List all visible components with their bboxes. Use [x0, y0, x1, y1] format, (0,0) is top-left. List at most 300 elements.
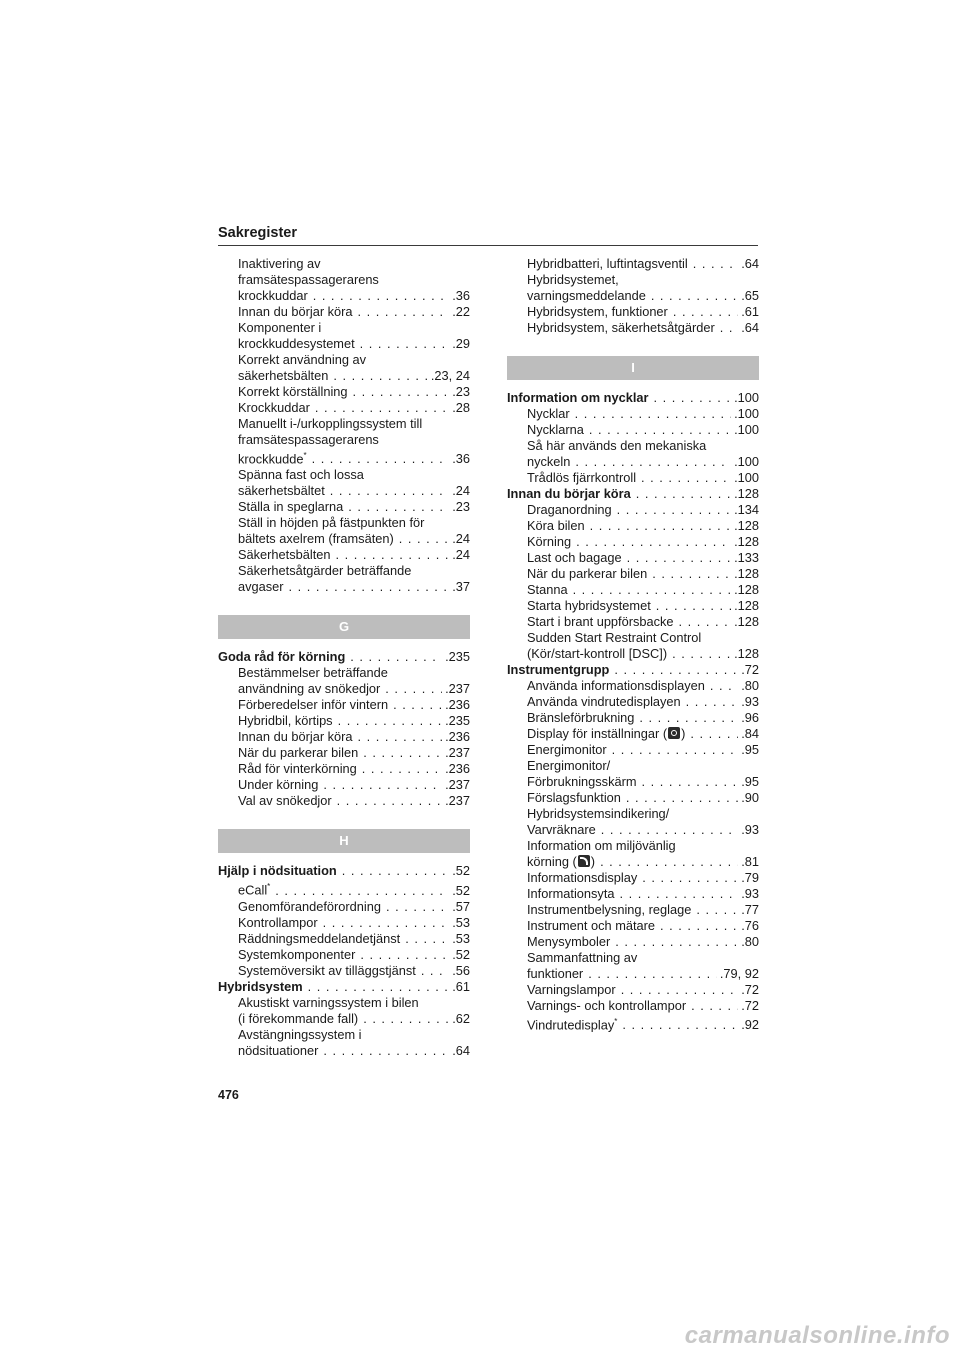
entry-term-text: Menysymboler [527, 934, 611, 949]
entry-term-text: Innan du börjar köra [507, 486, 631, 501]
page-reference: .79, 92 [719, 966, 759, 981]
entry-line: Bestämmelser beträffande [238, 665, 388, 681]
index-entry [507, 758, 759, 790]
entry-final-line [238, 947, 470, 963]
page-reference: .61 [741, 304, 759, 319]
page-reference: .64 [452, 1042, 470, 1058]
entry-term-text: Korrekt körställning [238, 384, 348, 399]
entry-final-line [527, 710, 759, 726]
index-entry [218, 665, 470, 697]
entry-final-line [527, 550, 759, 566]
footnote-marker: * [267, 882, 271, 892]
entry-term-text: Last och bagage [527, 550, 622, 565]
entry-term-text: När du parkerar bilen [238, 745, 359, 761]
page-reference: .96 [741, 710, 759, 725]
entry-term [527, 710, 634, 726]
entry-final-line [527, 256, 759, 272]
index-entry [507, 566, 759, 582]
index-entry [507, 790, 759, 806]
page-reference: .23 [452, 499, 470, 515]
entry-term-text: Säkerhetsbälten [238, 547, 331, 563]
entry-term [238, 1011, 358, 1027]
entry-final-line [527, 886, 759, 902]
entry-term [527, 822, 596, 838]
entry-final-line [238, 1043, 470, 1059]
entry-term [527, 550, 622, 566]
entry-final-line [527, 822, 759, 838]
dot-leader [421, 963, 449, 979]
entry-final-line [527, 304, 759, 320]
page-reference: .95 [741, 742, 759, 757]
index-main-entry [218, 863, 470, 879]
entry-final-line [238, 547, 470, 563]
entry-term [527, 918, 655, 934]
entry-final-line [238, 931, 470, 947]
entry-term-text: Under körning [238, 777, 319, 793]
dot-leader [686, 694, 739, 710]
page-reference: .72 [741, 662, 759, 677]
dot-leader [308, 979, 450, 995]
index-entry [507, 406, 759, 422]
entry-final-line [238, 1011, 470, 1027]
dot-leader [693, 256, 738, 272]
entry-final-line [527, 678, 759, 694]
dot-leader [315, 400, 449, 416]
page-reference: .235 [445, 649, 470, 665]
entry-final-line [527, 918, 759, 934]
entry-term [507, 486, 631, 502]
entry-term [527, 854, 595, 870]
dot-leader [350, 649, 442, 665]
dot-leader [363, 1011, 449, 1027]
dot-leader [323, 915, 450, 931]
entry-final-line [527, 1014, 759, 1033]
entry-line: Inaktivering av [238, 256, 321, 271]
entry-term [238, 713, 333, 729]
entry-term [238, 288, 308, 304]
entry-term-text: Krockkuddar [238, 400, 310, 415]
entry-term-text: bältets axelrem (framsäten) [238, 531, 394, 547]
entry-final-line [527, 454, 759, 470]
entry-term [238, 448, 307, 467]
entry-term-text: funktioner [527, 966, 584, 981]
dot-leader [358, 304, 450, 320]
index-entry [507, 886, 759, 902]
page-reference: .76 [741, 918, 759, 933]
entry-final-line [527, 502, 759, 518]
entry-term-text: Val av snökedjor [238, 793, 332, 809]
page-reference: .100 [734, 406, 759, 421]
index-entry [218, 729, 470, 745]
dot-leader [393, 697, 442, 713]
entry-term [527, 998, 686, 1014]
entry-term-text: säkerhetsbältet [238, 483, 325, 499]
dot-leader [275, 883, 449, 899]
entry-term-text: (Kör/start-kontroll [DSC]) [527, 646, 668, 661]
entry-final-line [527, 854, 759, 870]
entry-final-line [527, 934, 759, 950]
entry-term [238, 879, 270, 898]
entry-term-text: Starta hybridsystemet [527, 598, 651, 613]
watermark: carmanualsonline.info [684, 1322, 950, 1349]
entry-line: Manuellt i-/urkopplingssystem till [238, 416, 423, 431]
entry-final-line [527, 582, 759, 598]
dot-leader [330, 483, 449, 499]
dot-leader [573, 582, 732, 598]
entry-term [507, 390, 649, 406]
index-entry [218, 400, 470, 416]
dot-leader [696, 902, 738, 918]
dot-leader [622, 1017, 738, 1033]
index-entry [218, 467, 470, 499]
page-title: Sakregister [218, 225, 297, 241]
entry-term-text: Trådlös fjärrkontroll [527, 470, 637, 485]
dot-leader [348, 499, 449, 515]
entry-term [238, 793, 332, 809]
index-entry [218, 931, 470, 947]
entry-term [527, 288, 646, 304]
entry-term [238, 761, 357, 777]
entry-term-suffix: ) [681, 726, 686, 741]
index-column-left [218, 256, 470, 1059]
page-reference: .93 [741, 886, 759, 901]
section-letter-g: G [218, 615, 470, 639]
entry-final-line [527, 790, 759, 806]
entry-final-line [238, 697, 470, 713]
entry-final-line [527, 320, 759, 336]
entry-term-text: nyckeln [527, 454, 571, 469]
entry-line: Säkerhetsåtgärder beträffande [238, 563, 412, 579]
entry-term-text: Systemöversikt av tilläggstjänst [238, 962, 416, 978]
index-entry [218, 697, 470, 713]
index-entry [218, 745, 470, 761]
entry-term [218, 979, 303, 995]
entry-term-text: Instrument och mätare [527, 918, 656, 933]
entry-term [238, 681, 380, 697]
index-entry [507, 438, 759, 470]
dot-leader [621, 982, 739, 998]
entry-final-line [238, 915, 470, 931]
entry-line: Hybridsystemsindikering/ [527, 806, 670, 821]
entry-term-text: Energimonitor [527, 742, 607, 757]
entry-line: Spänna fast och lossa [238, 467, 364, 483]
page-reference: .237 [445, 681, 470, 697]
index-entry [507, 582, 759, 598]
dot-leader [642, 774, 739, 790]
page-reference: .64 [741, 320, 759, 335]
dot-leader [617, 502, 731, 518]
entry-term [527, 982, 616, 998]
dot-leader [313, 288, 450, 304]
dot-leader [575, 454, 731, 470]
entry-term [527, 534, 571, 550]
entry-final-line [238, 288, 470, 304]
entry-term-text: Display för inställningar ( [527, 726, 668, 741]
entry-final-line [238, 899, 470, 915]
index-entry [218, 713, 470, 729]
index-main-entry [507, 390, 759, 406]
entry-term-text: Köra bilen [527, 518, 585, 533]
entry-term-text: eCall [238, 882, 268, 898]
entry-term-text: Hybridbil, körtips [238, 713, 333, 729]
index-entry [507, 422, 759, 438]
entry-final-line [218, 649, 470, 665]
footnote-marker: * [614, 1017, 618, 1026]
entry-term [527, 790, 621, 806]
index-entry [507, 256, 759, 272]
index-entry [507, 534, 759, 550]
entry-line: Komponenter i [238, 320, 322, 335]
page-reference: .100 [734, 470, 759, 485]
entry-final-line [238, 368, 470, 384]
index-entry [218, 761, 470, 777]
index-column-right [507, 256, 759, 1033]
entry-term [527, 470, 636, 486]
page-reference: .90 [741, 790, 759, 805]
entry-term [527, 256, 688, 272]
entry-term [527, 902, 691, 918]
entry-term-text: nödsituationer [238, 1042, 319, 1058]
dot-leader [386, 899, 449, 915]
index-entry [218, 499, 470, 515]
entry-term [527, 304, 668, 320]
dot-leader [338, 713, 442, 729]
entry-final-line [507, 662, 759, 678]
page-reference: .235 [445, 713, 470, 729]
page-reference: .77 [741, 902, 759, 917]
page-reference: .80 [741, 678, 759, 693]
entry-final-line [527, 870, 759, 886]
page-reference: .24 [452, 483, 470, 499]
index-entry [507, 726, 759, 742]
index-entry [507, 950, 759, 982]
entry-final-line [238, 777, 470, 793]
entry-term-text: Förslagsfunktion [527, 790, 621, 805]
index-entry [507, 934, 759, 950]
page-reference: .92 [741, 1017, 759, 1033]
page-reference: .93 [741, 822, 759, 837]
index-entry [507, 870, 759, 886]
entry-term [527, 454, 570, 470]
entry-final-line [527, 726, 759, 742]
dot-leader [312, 451, 450, 467]
index-entry [507, 1014, 759, 1033]
entry-line: Akustiskt varningssystem i bilen [238, 994, 419, 1010]
index-entry [218, 416, 470, 467]
page-reference: .128 [734, 598, 759, 613]
dot-leader [691, 998, 738, 1014]
page-reference: .128 [734, 518, 759, 533]
entry-final-line [527, 566, 759, 582]
index-entry [507, 304, 759, 320]
entry-term-text: varningsmeddelande [527, 288, 646, 303]
entry-final-line [238, 384, 470, 400]
entry-final-line [238, 531, 470, 547]
entry-term [238, 777, 318, 793]
page-reference: .236 [445, 697, 470, 713]
entry-term [238, 915, 318, 931]
entry-term-text: Informationsdisplay [527, 870, 638, 885]
entry-term-text: Hybridbatteri, luftintagsventil [527, 256, 688, 271]
index-entry [507, 982, 759, 998]
dot-leader [590, 518, 731, 534]
entry-term [527, 646, 667, 662]
page-reference: .237 [445, 793, 470, 809]
page-reference: .236 [445, 729, 470, 745]
entry-final-line [238, 713, 470, 729]
entry-term [238, 400, 310, 416]
entry-final-line [218, 979, 470, 995]
dot-leader [337, 793, 442, 809]
entry-final-line [238, 681, 470, 697]
page-reference: .100 [734, 422, 759, 437]
page-reference: .133 [734, 550, 759, 565]
page-header [218, 224, 758, 246]
dot-leader [672, 646, 731, 662]
entry-term-text: Hjälp i nödsituation [218, 863, 337, 879]
page-reference: .128 [734, 486, 759, 501]
index-entry [218, 304, 470, 320]
index-entry [507, 694, 759, 710]
entry-term-text: Genomförandeförordning [238, 898, 381, 914]
entry-line: framsätespassagerarens [238, 272, 379, 287]
entry-final-line [238, 879, 470, 898]
entry-term [527, 422, 584, 438]
section-letter-h: H [218, 829, 470, 853]
entry-term [527, 870, 637, 886]
entry-term-text: Råd för vinterkörning [238, 761, 357, 777]
entry-final-line [238, 336, 470, 352]
dot-leader [720, 320, 738, 336]
dot-leader [589, 422, 731, 438]
entry-final-line [238, 304, 470, 320]
entry-term-text: Varvräknare [527, 822, 596, 837]
dot-leader [690, 726, 738, 742]
page-reference: .95 [741, 774, 759, 789]
entry-term [238, 483, 325, 499]
page-reference: .128 [734, 646, 759, 661]
dot-leader [362, 761, 442, 777]
entry-final-line [527, 534, 759, 550]
entry-term [527, 614, 674, 630]
entry-term [238, 899, 381, 915]
dot-leader [627, 550, 731, 566]
entry-term [238, 729, 353, 745]
page-reference: .61 [452, 978, 470, 994]
page-reference: .134 [734, 502, 759, 517]
index-entry [218, 963, 470, 979]
index-entry [218, 793, 470, 809]
entry-term [218, 649, 345, 665]
entry-term-text: krockkudde [238, 451, 304, 467]
entry-final-line [238, 793, 470, 809]
entry-final-line [527, 470, 759, 486]
page-number: 476 [218, 1088, 239, 1102]
page-reference: .72 [741, 998, 759, 1013]
entry-term [527, 966, 583, 982]
entry-line: Ställ in höjden på fästpunkten för [238, 515, 425, 531]
dot-leader [342, 863, 449, 879]
entry-final-line [527, 288, 759, 304]
page-reference: .53 [452, 930, 470, 946]
entry-term [527, 502, 612, 518]
dot-leader [673, 304, 738, 320]
entry-final-line [527, 966, 759, 982]
page-reference: .100 [734, 390, 759, 405]
dot-leader [641, 470, 731, 486]
entry-term [527, 320, 715, 336]
dot-leader [385, 681, 442, 697]
entry-term [527, 582, 568, 598]
page-reference: .84 [741, 726, 759, 741]
entry-term [238, 745, 358, 761]
index-entry [218, 256, 470, 304]
dot-leader [612, 742, 739, 758]
entry-term-text: avgaser [238, 579, 284, 595]
entry-term-text: Informationsyta [527, 886, 615, 901]
index-entry [218, 563, 470, 595]
dot-leader [710, 678, 738, 694]
entry-term [238, 579, 284, 595]
page-reference: .237 [445, 777, 470, 793]
dot-leader [333, 368, 428, 384]
index-entry [218, 547, 470, 563]
page-reference: .52 [452, 863, 470, 879]
index-entry [218, 947, 470, 963]
entry-term-text: Använda vindrutedisplayen [527, 694, 681, 709]
entry-term-text: Start i brant uppförsbacke [527, 614, 674, 629]
entry-final-line [527, 982, 759, 998]
index-entry [218, 515, 470, 547]
dot-leader [323, 1043, 449, 1059]
eco-leaf-icon [578, 855, 590, 867]
page-reference: .81 [741, 854, 759, 869]
dot-leader [679, 614, 732, 630]
page-reference: .24 [452, 531, 470, 547]
entry-term-text: krockkuddesystemet [238, 336, 355, 351]
entry-final-line [238, 745, 470, 761]
entry-final-line [218, 863, 470, 879]
page-reference: .23, 24 [430, 368, 470, 383]
entry-term-text: körning ( [527, 854, 577, 869]
dot-leader [399, 531, 449, 547]
index-entry [218, 320, 470, 352]
index-main-entry [218, 649, 470, 665]
dot-leader [335, 547, 449, 563]
dot-leader [614, 662, 738, 678]
page-reference: .64 [741, 256, 759, 271]
entry-term [238, 963, 416, 979]
index-entry [507, 902, 759, 918]
dot-leader [360, 336, 450, 352]
page-reference: .52 [452, 882, 470, 898]
page-reference: .237 [445, 745, 470, 761]
index-entry [218, 915, 470, 931]
entry-term [527, 678, 705, 694]
dot-leader [636, 486, 731, 502]
page-reference: .100 [734, 454, 759, 469]
dot-leader [642, 870, 738, 886]
entry-final-line [527, 742, 759, 758]
entry-term-text: Instrumentgrupp [507, 662, 610, 677]
entry-term-text: Ställa in speglarna [238, 499, 344, 515]
entry-term-text: krockkuddar [238, 288, 308, 303]
index-entry [507, 272, 759, 304]
entry-term-text: När du parkerar bilen [527, 566, 648, 581]
page-reference: .128 [734, 614, 759, 629]
page-reference: .23 [452, 384, 470, 399]
entry-term-text: Instrumentbelysning, reglage [527, 902, 692, 917]
